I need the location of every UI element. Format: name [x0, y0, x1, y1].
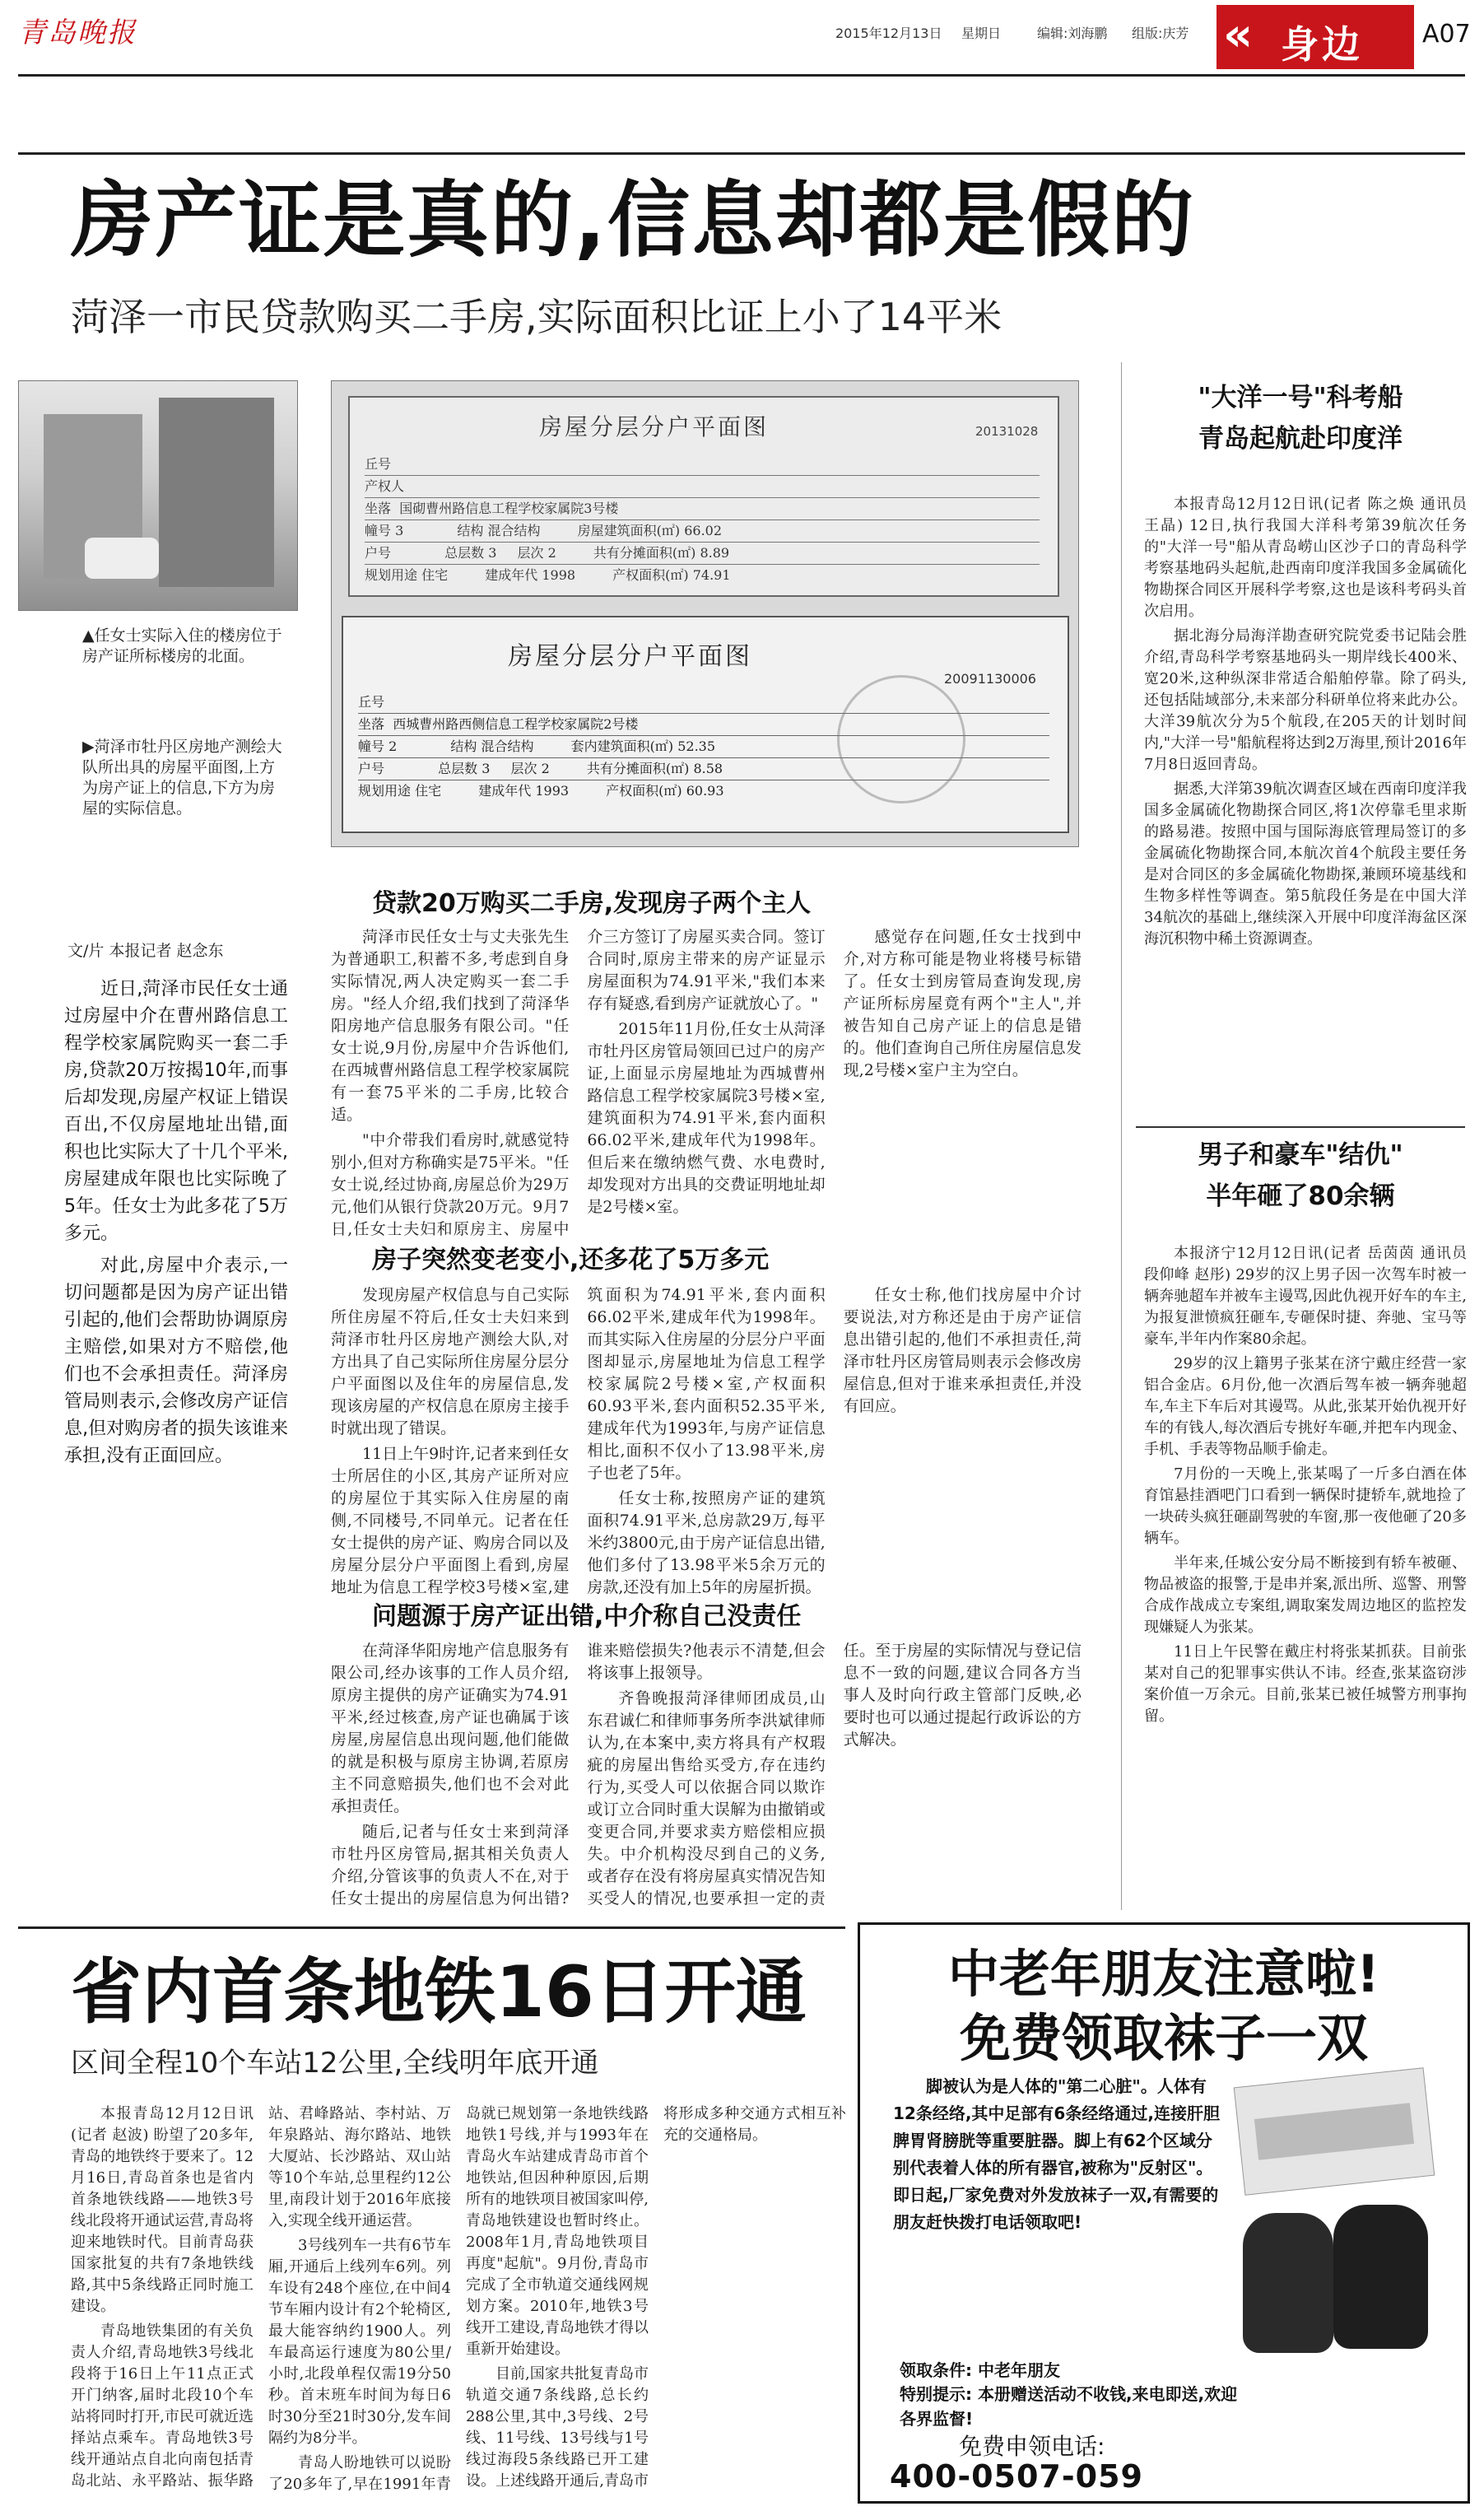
header-editor: 编辑:刘海鹏	[1037, 26, 1108, 41]
body-paragraph: 发现房屋产权信息与自己实际所住房屋不符后,任女士夫妇来到菏泽市牡丹区房地产测绘大队,对方出具了自己实际所住房屋分层分户平面图以及住年的房屋信息,发现该房屋的产权信息在原房主接手时就出现了错误。	[331, 1286, 570, 1437]
column-divider	[1121, 362, 1122, 1910]
lead-subheadline: 菏泽一市民贷款购买二手房,实际面积比证上小了14平米	[71, 295, 1003, 339]
body-paragraph: 29岁的汉上籍男子张某在济宁戴庄经营一家铝合金店。6月份,他一次酒后驾车被一辆奔驰超车,车主下车后对其谩骂。从此,张某开始仇视开好车的有钱人,每次酒后专挑好车砸,并把车内现金、手机、手表等物品顺手偷走。	[1144, 1355, 1467, 1458]
lead-headline: 房产证是真的,信息却都是假的	[71, 172, 1195, 268]
intro-paragraph: 对此,房屋中介表示,一切问题都是因为房产证出错引起的,他们会帮助协调原房主赔偿,如果对方不赔偿,他们也不会承担责任。菏泽房管局则表示,会修改房产证信息,但对购房者的损失该谁来承担,没有正面回应。	[64, 1256, 288, 1466]
doc2-row: 坐落 西城曹州路西侧信息工程学校家属院2号楼	[358, 714, 1049, 736]
body-paragraph: 半年来,任城公安分局不断接到有轿车被砸、物品被盗的报警,于是串并案,派出所、巡警、刑警合成作战成立专案组,调取案发周边地区的监控发现嫌疑人为张某。	[1144, 1554, 1467, 1636]
metro-headline: 省内首条地铁16日开通	[71, 1951, 807, 2033]
document-sheet-1	[348, 396, 1059, 597]
body-paragraph: 在菏泽华阳房地产信息服务有限公司,经办该事的工作人员介绍,原房主提供的房产证确实为74.91平米,经过核查,房产证也确属于该房屋,房屋信息出现问题,他们能做的就是积极与原房主协调,若原房主不同意赔损失,他们也不会对此承担责任。	[331, 1642, 570, 1815]
section-name: 身边	[1281, 22, 1363, 67]
ad-phone-number: 400-0507-059	[890, 2458, 1143, 2495]
metro-subheadline: 区间全程10个车站12公里,全线明年底开通	[71, 2047, 599, 2080]
body-paragraph: 任女士称,他们找房屋中介讨要说法,对方称还是由于房产证信息出错引起的,他们不承担责任,菏泽市牡丹区房管局则表示会修改房屋信息,但对于谁来承担责任,并没有回应。	[843, 1286, 1082, 1415]
doc1-title: 房屋分层分户平面图	[539, 413, 770, 440]
photo-caption-1: ▲任女士实际入住的楼房位于房产证所标楼房的北面。	[82, 627, 282, 665]
doc2-serial: 20091130006	[944, 671, 1036, 687]
header-date: 2015年12月13日	[835, 26, 942, 41]
header-layout: 组版:庆芳	[1132, 26, 1189, 41]
page-number: A07	[1422, 20, 1471, 49]
body-paragraph: 本报青岛12月12日讯(记者 陈之焕 通讯员 王晶) 12日,执行我国大洋科考第39航次任务的"大洋一号"船从青岛崂山区沙子口的青岛科学考察基地码头起航,赴西南印度洋我国多金属硫化物勘探合同区开展科学考察,这也是该科考码头首次启用。	[1144, 496, 1467, 620]
doc1-serial: 20131028	[975, 424, 1039, 439]
product-box-image	[1234, 2067, 1435, 2196]
doc1-row: 坐落 国砌曹州路信息工程学校家属院3号楼	[365, 498, 1040, 520]
header-weekday: 星期日	[961, 26, 1002, 41]
floor-plan-photo	[331, 380, 1079, 847]
header-rule	[18, 74, 1465, 77]
top-rule	[18, 152, 1465, 155]
doc1-table	[365, 454, 1040, 585]
ad-description: 脚被认为是人体的"第二心脏"。人体有12条经络,其中足部有6条经络通过,连接肝胆脾胃肾膀胱等重要脏器。脚上有62个区域分别代表着人体的所有器官,被称为"反射区"。即日起,厂家免费对外发放袜子一双,有需要的朋友赶快拨打电话领取吧!	[893, 2076, 1220, 2232]
doc1-row: 户号 总层数 3 层次 2 共有分摊面积(㎡) 8.89	[365, 543, 1040, 565]
ad-condition: 领取条件: 中老年朋友	[900, 2360, 1060, 2380]
story-title-car-2: 半年砸了80余辆	[1206, 1181, 1395, 1211]
body-paragraph: 7月份的一天晚上,张某喝了一斤多白酒在体育馆悬挂酒吧门口看到一辆保时捷轿车,就地捡了一块砖头疯狂砸副驾驶的车窗,那一夜他砸了20多辆车。	[1144, 1465, 1467, 1547]
section-2-text	[331, 1284, 1082, 1605]
doc2-row: 丘号	[358, 692, 1049, 714]
section-3-text	[331, 1640, 1082, 1920]
body-paragraph: 11日上午民警在戴庄村将张某抓获。目前张某对自己的犯罪事实供认不讳。经查,张某盗窃涉案价值一万余元。目前,张某已被任城警方刑事拘留。	[1144, 1643, 1467, 1725]
body-paragraph: 感觉存在问题,任女士找到中介,对方称可能是物业将楼号标错了。任女士到房管局查询发现,房产证所标房屋竟有两个"主人",并被告知自己房产证上的信息是错的。他们查询自己所住房屋信息发现,2号楼×室户主为空白。	[843, 928, 1082, 1079]
story-title-ship-1: "大洋一号"科考船	[1198, 383, 1403, 412]
body-paragraph: 青岛地铁集团的有关负责人介绍,青岛地铁3号线北段将于16日上午11点正式开门纳客,届时北段10个车站将同时打开,市民可就近选择站点乘车。青岛地铁3号线开通站点自北向南包括青岛北站、永平路站、振华路站、君峰路站、李村站、万年泉路站、海尔路站、地铁大厦站、长沙路站、双山站等10个车站,总里程约12公里,南段计划于2016年底接入,实现全线开通运营。	[71, 2105, 451, 2490]
body-paragraph: 本报济宁12月12日讯(记者 岳茵茵 通讯员 段仰峰 赵彤) 29岁的汉上男子因一次驾车时被一辆奔驰超车并被车主谩骂,因此仇视开好车的车主,为报复泄愤疯狂砸车,专砸保时捷、奔驰、宝马等豪车,半年内作案80余起。	[1144, 1245, 1467, 1348]
body-paragraph: 齐鲁晚报菏泽律师团成员,山东君诚仁和律师事务所李洪斌律师认为,在本案中,卖方将具有产权瑕疵的房屋出售给买受方,存在违约行为,买受人可以依据合同以欺诈或订立合同时重大误解为由撤销或变更合同,并要求卖方赔偿相应损失。中介机构没尽到自己的义务,或者存在没有将房屋真实情况告知买受人的情况,也要承担一定的责任。至于房屋的实际情况与登记信息不一致的问题,建议合同各方当事人及时向行政主管部门反映,必要时也可以通过提起行政诉讼的方式解决。	[587, 1642, 1082, 1908]
masthead-logo: 青岛晚报	[18, 16, 137, 49]
document-sheet-2	[342, 616, 1069, 833]
building-photo	[18, 380, 298, 611]
ad-phone-label: 免费申领电话:	[959, 2433, 1105, 2460]
car-story-text	[1144, 1243, 1467, 1918]
lead-intro	[64, 976, 288, 1634]
doc2-row: 幢号 2 结构 混合结构 套内建筑面积(㎡) 52.35	[358, 736, 1049, 758]
section-badge	[1217, 5, 1414, 69]
intro-paragraph: 近日,菏泽市民任女士通过房屋中介在曹州路信息工程学校家属院购买一套二手房,贷款20万按揭10年,而事后却发现,房屋产权证上错误百出,不仅房屋地址出错,面积也比实际大了十几个平米,房屋建成年限也比实际晚了5年。任女士为此多花了5万多元。	[64, 979, 288, 1244]
ad-title-1: 中老年朋友注意啦!	[947, 1944, 1380, 2004]
section-title-3: 问题源于房产证出错,中介称自己没责任	[372, 1602, 802, 1631]
body-paragraph: 目前,国家共批复青岛市轨道交通7条线路,总长约288公里,其中,3号线、2号线、11号线、13号线与1号线过海段5条线路已开工建设。上述线路开通后,青岛市将形成多种交通方式相互补充的交通格局。	[466, 2105, 846, 2490]
doc2-row: 规划用途 住宅 建成年代 1993 产权面积(㎡) 60.93	[358, 783, 724, 799]
sock-advertisement	[858, 1922, 1470, 2504]
doc1-row: 产权人	[365, 476, 1040, 498]
body-paragraph: 据北海分局海洋勘查研究院党委书记陆会胜介绍,青岛科学考察基地码头一期岸线长400米、宽20米,这种纵深非常适合船舶停靠。除了码头,还包括陆域部分,未来部分科研单位将来此办公。大洋39航次分为5个航段,在205天的计划时间内,"大洋一号"船航程将达到2万海里,预计2016年7月8日返回青岛。	[1144, 627, 1467, 773]
ad-note: 特别提示: 本册赠送活动不收钱,来电即送,欢迎各界监督!	[900, 2384, 1238, 2429]
metro-text	[71, 2103, 846, 2499]
body-paragraph: 3号线列车一共有6节车厢,开通后上线列车6列。列车设有248个座位,在中间4节车厢内设计有2个轮椅区,最大能容纳约1900人。列车最高运行速度为80公里/小时,北段单程仅需19分50秒。首末班车时间为每日6时30分至21时30分,发车间隔约为8分半。	[268, 2237, 451, 2447]
byline: 文/片 本报记者 赵念东	[67, 942, 224, 960]
doc2-title: 房屋分层分户平面图	[508, 642, 752, 671]
body-paragraph: 菏泽市民任女士与丈夫张先生为普通职工,积蓄不多,考虑到自身实际情况,两人决定购买一套二手房。"经人介绍,我们找到了菏泽华阳房地产信息服务有限公司。"任女士说,9月份,房屋中介告诉他们,在西城曹州路信息工程学校家属院有一套75平米的二手房,比较合适。	[331, 928, 570, 1124]
body-paragraph: 据悉,大洋第39航次调查区域在西南印度洋我国多金属硫化物勘探合同区,将1次停靠毛里求斯的路易港。按照中国与国际海底管理局签订的多金属硫化物勘探合同,本航次首4个航段主要任务是对合同区的多金属硫化物勘探,兼顾环境基线和生物多样性等调查。第5航段任务是在中国大洋34航次的基础上,继续深入开展中印度洋海盆区深海沉积物中稀土资源调查。	[1144, 780, 1467, 948]
body-paragraph: 本报青岛12月12日讯(记者 赵波) 盼望了20多年,青岛的地铁终于要来了。12月16日,青岛首条也是省内首条地铁线路——地铁3号线北段将开通试运营,青岛将迎来地铁时代。目前青岛获国家批复的共有7条地铁线路,其中5条线路正同时施工建设。	[71, 2105, 254, 2315]
body-paragraph: 2015年11月份,任女士从菏泽市牡丹区房管局领回已过户的房产证,上面显示房屋地址为西城曹州路信息工程学校家属院3号楼×室,建筑面积为74.91平米,套内面积66.02平米,建成年代为1998年。但后来在缴纳燃气费、水电费时,却发现对方出具的交费证明地址却是2号楼×室。	[587, 1020, 826, 1216]
doc1-row: 幢号 3 结构 混合结构 房屋建筑面积(㎡) 66.02	[365, 520, 1040, 543]
section-title-2: 房子突然变老变小,还多花了5万多元	[372, 1246, 770, 1274]
doc2-row: 户号 总层数 3 层次 2 共有分摊面积(㎡) 8.58	[358, 758, 1049, 780]
body-paragraph: "中介带我们看房时,就感觉特别小,但对方称确实是75平米。"任女士说,经过协商,房屋总价为29万元,他们从银行贷款20万元。9月7日,任女士夫妇和原房主、房屋中介三方签订了房屋买卖合同。签订合同时,原房主带来的房产证显示房屋面积为74.91平米,"我们本来存有疑惑,看到房产证就放心了。"	[331, 928, 826, 1238]
chevron-left-icon: «	[1223, 8, 1254, 62]
body-paragraph: 11日上午9时许,记者来到任女士所居住的小区,其房产证所对应的房屋位于其实际入住房屋的南侧,不同楼号,不同单元。记者在任女士提供的房产证、购房合同以及房屋分层分户平面图上看到,房屋地址为信息工程学校3号楼×室,建筑面积为74.91平米,套内面积66.02平米,建成年代为1998年。而其实际入住房屋的分层分户平面图却显示,房屋地址为信息工程学校家属院2号楼×室,产权面积60.93平米,套内面积52.35平米,建成年代为1993年,与房产证信息相比,面积不仅小了13.98平米,房子也老了5年。	[331, 1286, 826, 1596]
sock-image	[1235, 2197, 1440, 2361]
ship-story-text	[1144, 494, 1467, 1120]
body-paragraph: 随后,记者与任女士来到菏泽市牡丹区房管局,据其相关负责人介绍,分管该事的负责人不在,对于任女士提出的房屋信息为何出错?谁来赔偿损失?他表示不清楚,但会将该事上报领导。	[331, 1642, 826, 1908]
doc1-row: 丘号	[365, 454, 1040, 476]
section-title-1: 贷款20万购买二手房,发现房子两个主人	[372, 889, 812, 918]
bottom-section-rule	[18, 1926, 845, 1929]
doc1-row: 规划用途 住宅 建成年代 1998 产权面积(㎡) 74.91	[365, 567, 731, 583]
ad-title-2: 免费领取袜子一双	[959, 2008, 1368, 2068]
body-paragraph: 青岛人盼地铁可以说盼了20多年了,早在1991年青岛就已规划第一条地铁线路地铁1号线,并与1993年在青岛火车站建成青岛市首个地铁站,但因种种原因,后期所有的地铁项目被国家叫停,青岛地铁建设也暂时终止。2008年1月,青岛地铁项目再度"起航"。9月份,青岛市完成了全市轨道交通线网规划方案。2010年,地铁3号线开工建设,青岛地铁才得以重新开始建设。	[268, 2105, 649, 2493]
body-paragraph: 任女士称,按照房产证的建筑面积74.91平米,总房款29万,每平米约3800元,由于房产证信息出错,他们多付了13.98平米5余万元的房款,还没有加上5年的房屋折损。	[587, 1489, 826, 1596]
story-divider	[1136, 1126, 1465, 1128]
official-seal	[837, 675, 965, 804]
photo-caption-2: ▶菏泽市牡丹区房地产测绘大队所出具的房屋平面图,上方为房产证上的信息,下方为房屋的实际信息。	[82, 738, 282, 818]
section-1-text	[331, 926, 1082, 1247]
story-title-car-1: 男子和豪车"结仇"	[1198, 1140, 1403, 1170]
story-title-ship-2: 青岛起航赴印度洋	[1198, 424, 1403, 454]
